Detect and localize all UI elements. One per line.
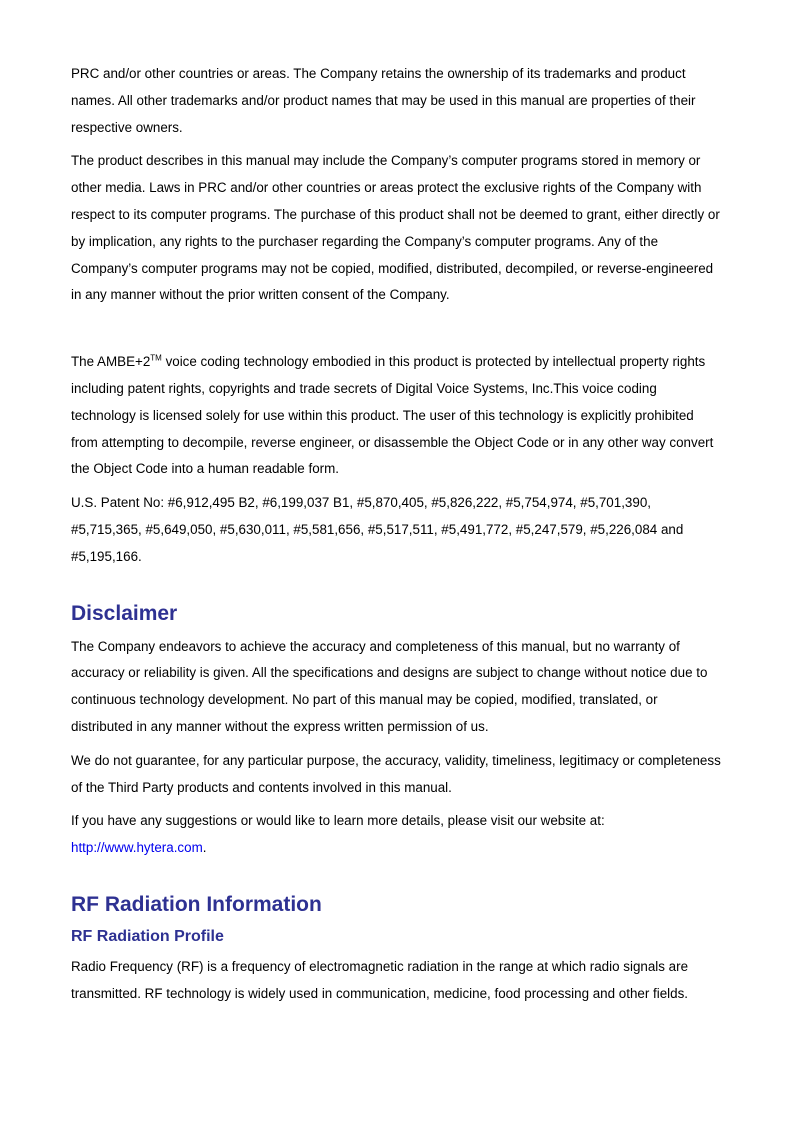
- patent-paragraph: U.S. Patent No: #6,912,495 B2, #6,199,037 B1, #5,870,405, #5,826,222, #5,754,974, #5,701,390, #5,715,365, #5,649,050, #5,630,011, #5,581,656, #5,517,511, #5,491,772, #5,247,579, #5,226,084 and #5,195,166.: [71, 495, 684, 564]
- rf-subheading: RF Radiation Profile: [71, 927, 224, 945]
- ambe-body: voice coding technology embodied in this product is protected by intellectual property rights including patent rights, copyrights and trade secrets of Digital Voice Systems, Inc.This voice coding technology is licensed solely for use within this product. The user of this technology is explicitly prohibited from attempting to decompile, reverse engineer, or disassemble the Object Code or in any other way convert the Object Code into a human readable form.: [71, 354, 714, 477]
- disclaimer-heading: Disclaimer: [71, 601, 178, 625]
- spacer: [71, 578, 721, 600]
- disclaimer-paragraph-3: [71, 808, 721, 862]
- trademark-mark: TM: [150, 353, 162, 363]
- website-link[interactable]: http://www.hytera.com: [71, 840, 203, 856]
- spacer: [71, 316, 721, 349]
- ambe-prefix: The AMBE+2: [71, 354, 151, 370]
- copyright-paragraph: The product describes in this manual may include the Company’s computer programs stored in memory or other media. Laws in PRC and/or other countries or areas protect the exclusive rights of the Company with respect to its computer programs. The purchase of this product shall not be deemed to grant, either directly or by implication, any rights to the purchaser regarding the Company’s computer programs. Any of the Company’s computer programs may not be copied, modified, distributed, decompiled, or reverse-engineered in any manner without the prior written consent of the Company.: [71, 153, 720, 303]
- ambe-paragraph: [71, 349, 721, 483]
- manual-page: [71, 61, 721, 1015]
- link-suffix: .: [202, 840, 207, 856]
- trademark-paragraph: PRC and/or other countries or areas. The Company retains the ownership of its trademarks and product names. All other trademarks and/or product names that may be used in this manual are properties of their respective owners.: [71, 66, 696, 135]
- disclaimer-paragraph-2: We do not guarantee, for any particular purpose, the accuracy, validity, timeliness, legitimacy or completeness of the Third Party products and contents involved in this manual.: [71, 752, 721, 795]
- rf-heading: RF Radiation Information: [71, 892, 322, 916]
- spacer: [71, 869, 721, 891]
- disclaimer-paragraph-1: The Company endeavors to achieve the accuracy and completeness of this manual, but no warranty of accuracy or reliability is given. All the specifications and designs are subject to change without notice due to continuous technology development. No part of this manual may be copied, modified, translated, or distributed in any manner without the express written permission of us.: [71, 638, 708, 734]
- website-prompt: If you have any suggestions or would like to learn more details, please visit our website at:: [71, 813, 605, 829]
- rf-paragraph: Radio Frequency (RF) is a frequency of electromagnetic radiation in the range at which radio signals are transmitted. RF technology is widely used in communication, medicine, food processing and other fields.: [71, 958, 689, 1001]
